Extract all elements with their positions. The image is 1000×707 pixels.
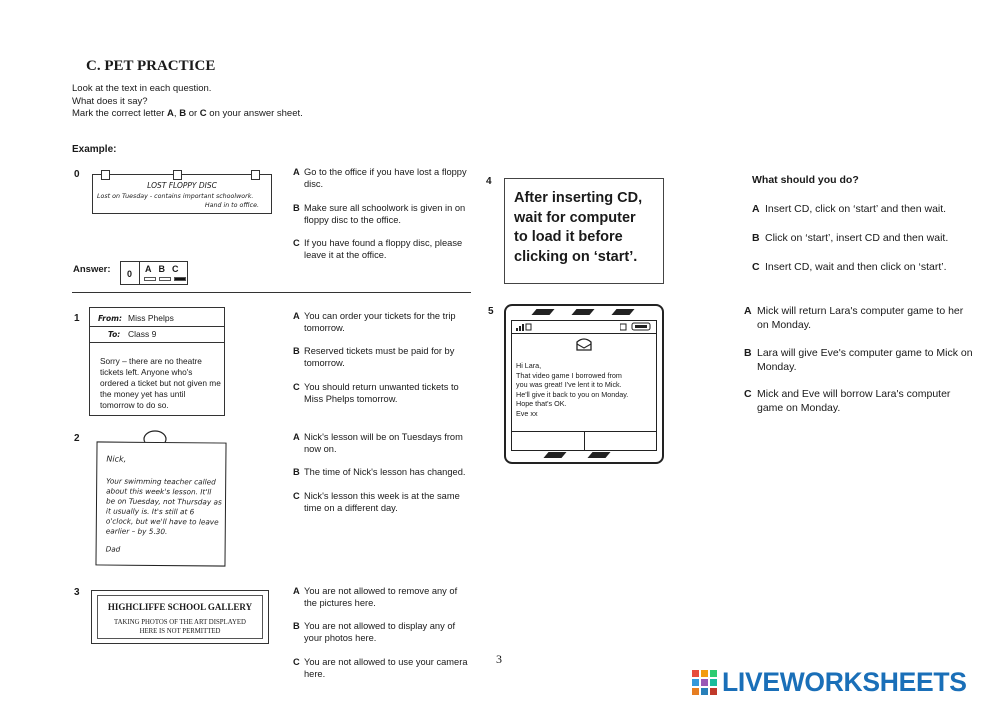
q3-sub-1: TAKING PHOTOS OF THE ART DISPLAYED — [114, 619, 246, 626]
signal-icon — [516, 323, 532, 331]
q5-phone — [504, 304, 664, 464]
liveworksheets-logo — [692, 666, 992, 698]
answer-letters: ABC — [145, 264, 186, 274]
q1-option-a: A You can order your tickets for the trip tomorrow. — [293, 311, 456, 333]
q4-question: What should you do? — [752, 174, 859, 186]
pin-icon — [173, 170, 182, 180]
q4-number: 4 — [486, 176, 492, 187]
battery-icon — [620, 322, 654, 331]
q5-msg-line: He'll give it back to you on Monday. — [516, 389, 629, 399]
q1-number: 1 — [74, 313, 80, 324]
instruction-line-3: Mark the correct letter A, B or C on your answer sheet. — [72, 108, 303, 119]
q4-note-line: clicking on ‘start’. — [514, 248, 638, 265]
lost-disc-sign — [92, 174, 272, 214]
example-label: Example: — [72, 144, 117, 155]
q4-sticky-note — [504, 178, 664, 284]
q5-option-b: B Lara will give Eve's computer game to Mick on Monday. — [744, 347, 973, 373]
q2-note — [95, 441, 226, 566]
instructions — [72, 83, 303, 121]
q2-option-a: A Nick's lesson will be on Tuesdays from now on. — [293, 432, 463, 454]
q2-body: Your swimming teacher called about this week's lesson. It'll be on Tuesday, not Thursday as it usually is. It's still at 6 o'clock, but we'll have to leave earlier – by 5.30. — [105, 476, 222, 537]
divider — [72, 292, 471, 293]
q5-msg-line: you was great! I've lent it to Mick. — [516, 380, 622, 389]
pin-icon — [251, 170, 260, 180]
q1-memo-body: Sorry – there are no theatre tickets left. Anyone who's ordered a ticket but not given me the money yet has until tomorrow to do so. — [100, 356, 221, 410]
q5-option-a: A Mick will return Lara's computer game to her on Monday. — [744, 305, 964, 331]
q3-gallery-sign — [91, 590, 269, 644]
q3-option-a: A You are not allowed to remove any of the pictures here. — [293, 586, 458, 608]
q4-note-line: After inserting CD, — [514, 190, 643, 206]
q5-msg-line: Eve xx — [516, 408, 538, 418]
example-option-b: B Make sure all schoolwork is given in on floppy disc to the office. — [293, 203, 466, 225]
answer-zero: 0 — [127, 269, 133, 279]
q4-note-line: wait for computer — [514, 209, 636, 226]
answer-mark-b — [159, 277, 171, 281]
q3-heading: HIGHCLIFFE SCHOOL GALLERY — [107, 602, 253, 612]
instruction-line-1: Look at the text in each question. — [72, 83, 212, 94]
q3-option-b: B You are not allowed to display any of your photos here. — [293, 621, 456, 643]
q4-option-a: A Insert CD, click on ‘start’ and then wait. — [752, 203, 947, 215]
q2-option-c: C Nick's lesson this week is at the same time on a different day. — [293, 491, 460, 513]
q5-message — [516, 361, 628, 418]
example-option-c: C If you have found a floppy disc, please leave it at the office. — [293, 238, 463, 260]
section-title: C. PET PRACTICE — [86, 58, 216, 74]
q3-option-c: C You are not allowed to use your camera here. — [293, 657, 468, 679]
q1-option-c: C You should return unwanted tickets to Miss Phelps tomorrow. — [293, 382, 459, 404]
sign-line-2: Hand in to office. — [204, 202, 259, 209]
q2-option-b: B The time of Nick's lesson has changed. — [293, 467, 466, 477]
q1-from-value: Miss Phelps — [128, 313, 174, 323]
q4-note-text — [514, 189, 642, 267]
envelope-icon — [575, 338, 593, 352]
q3-sub-2: HERE IS NOT PERMITTED — [139, 628, 221, 635]
q5-msg-line: That video game I borrowed from — [516, 370, 622, 380]
q5-option-c: C Mick and Eve will borrow Lara's computer game on Monday. — [744, 388, 951, 414]
example-number: 0 — [74, 169, 80, 180]
phone-screen — [511, 320, 657, 451]
sign-line-1: Lost on Tuesday - contains important schoolwork. — [97, 193, 254, 200]
q1-option-b: B Reserved tickets must be paid for by tomorrow. — [293, 346, 455, 368]
page-number: 3 — [496, 652, 502, 666]
q1-to-value: Class 9 — [128, 329, 157, 339]
q4-option-c: C Insert CD, wait and then click on ‘start’. — [752, 261, 947, 273]
q4-option-b: B Click on ‘start’, insert CD and then wait. — [752, 232, 949, 244]
q1-to-label: To: — [108, 330, 121, 339]
pin-icon — [101, 170, 110, 180]
answer-mark-a — [144, 277, 156, 281]
q2-number: 2 — [74, 433, 80, 444]
q2-greeting: Nick, — [106, 454, 127, 464]
q5-msg-line: Hope that's OK. — [516, 399, 567, 408]
sign-title: LOST FLOPPY DISC — [147, 181, 217, 190]
instruction-line-2: What does it say? — [72, 95, 148, 107]
answer-box — [120, 261, 188, 285]
answer-mark-c — [174, 277, 186, 281]
example-option-a: A Go to the office if you have lost a floppy disc. — [293, 167, 467, 189]
q5-msg-line: Hi Lara, — [516, 361, 542, 370]
q2-signoff: Dad — [105, 544, 121, 554]
q3-number: 3 — [74, 587, 80, 598]
q5-number: 5 — [488, 306, 494, 317]
q4-note-line: to load it before — [514, 229, 623, 245]
q2-note-text — [106, 455, 227, 556]
logo-grid-icon — [692, 670, 718, 696]
logo-text: LIVEWORKSHEETS — [722, 667, 967, 697]
q1-memo — [89, 307, 225, 416]
answer-label: Answer: — [73, 264, 111, 275]
q1-from-label: From: — [98, 314, 122, 323]
